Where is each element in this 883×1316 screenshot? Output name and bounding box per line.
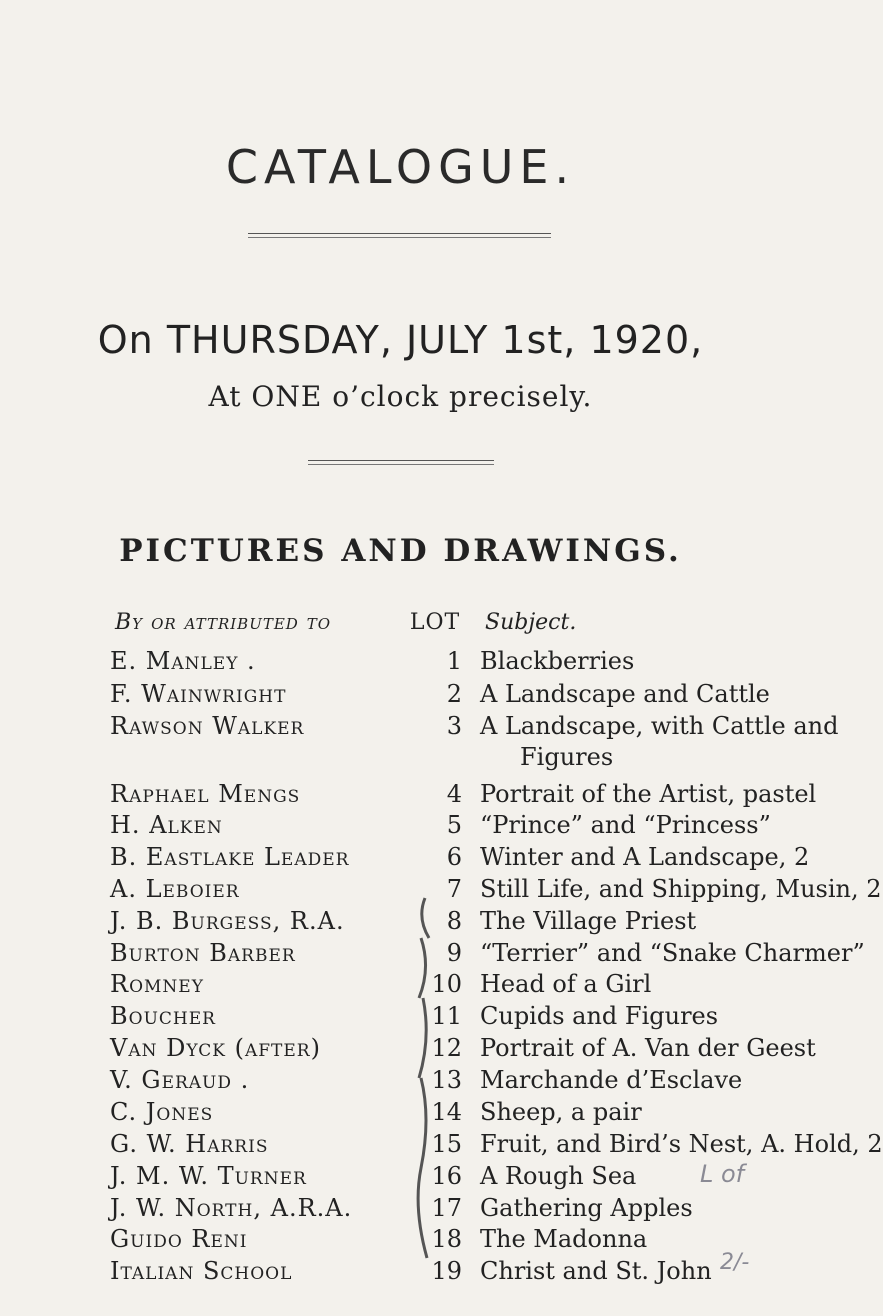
- artist-column-header: By or attributed to: [115, 610, 332, 635]
- lot-artist: J. W. North, A.R.A.: [110, 1194, 353, 1222]
- lot-artist: J. B. Burgess, R.A.: [110, 907, 345, 935]
- lot-artist: Van Dyck (after): [110, 1034, 321, 1062]
- lot-number: 19: [431, 1257, 462, 1285]
- handwritten-note: L of: [700, 1160, 745, 1188]
- lot-artist: J. M. W. Turner: [110, 1162, 307, 1190]
- lot-subject: [480, 711, 838, 773]
- lot-subject: Still Life, and Shipping, Musin, 2: [480, 875, 882, 903]
- lot-subject: Blackberries: [480, 647, 635, 675]
- lot-subject: Portrait of the Artist, pastel: [480, 780, 817, 808]
- lot-artist: F. Wainwright: [110, 680, 287, 708]
- lot-number: 10: [431, 970, 462, 998]
- lot-artist: C. Jones: [110, 1098, 214, 1126]
- subject-column-header: Subject.: [485, 610, 577, 635]
- lot-number: 13: [431, 1066, 462, 1094]
- title-rule: [248, 233, 551, 234]
- lot-number: 12: [431, 1034, 462, 1062]
- lot-subject: A Rough Sea: [480, 1162, 637, 1190]
- lot-column-header: LOT: [409, 610, 461, 635]
- lot-subject: Cupids and Figures: [480, 1002, 719, 1030]
- lot-artist: A. Leboier: [110, 875, 240, 903]
- lot-number: 14: [431, 1098, 462, 1126]
- sale-time: At ONE o’clock precisely.: [208, 380, 593, 413]
- lot-number: 6: [446, 843, 462, 871]
- lot-artist: Italian School: [110, 1257, 293, 1285]
- lot-subject: “Prince” and “Princess”: [480, 811, 771, 839]
- lot-number: 16: [431, 1162, 462, 1190]
- handwritten-pencil-marks: [395, 888, 455, 1308]
- lot-subject-line: A Landscape, with Cattle and: [480, 712, 839, 740]
- date-rule-lower: [308, 464, 494, 465]
- lot-subject: “Terrier” and “Snake Charmer”: [480, 939, 865, 967]
- lot-artist: G. W. Harris: [110, 1130, 269, 1158]
- lot-artist: H. Alken: [110, 811, 223, 839]
- catalogue-title: CATALOGUE.: [225, 140, 576, 194]
- lot-artist: Rawson Walker: [110, 712, 305, 740]
- sale-date: On THURSDAY, JULY 1st, 1920,: [97, 318, 704, 362]
- lot-number: 5: [446, 811, 462, 839]
- lot-number: 15: [431, 1130, 462, 1158]
- lot-number: 17: [431, 1194, 462, 1222]
- lot-number: 3: [446, 712, 462, 740]
- title-rule-lower: [248, 237, 551, 238]
- lot-artist: E. Manley .: [110, 647, 256, 675]
- lot-subject: The Madonna: [480, 1225, 648, 1253]
- lot-subject: A Landscape and Cattle: [480, 680, 770, 708]
- lot-artist: Romney: [110, 970, 204, 998]
- lot-number: 11: [431, 1002, 462, 1030]
- lot-subject: Portrait of A. Van der Geest: [480, 1034, 816, 1062]
- lot-number: 8: [446, 907, 462, 935]
- lot-subject: Gathering Apples: [480, 1194, 693, 1222]
- lot-subject-continuation: Figures: [520, 743, 614, 771]
- lot-subject: Head of a Girl: [480, 970, 652, 998]
- lot-number: 4: [446, 780, 462, 808]
- lot-number: 7: [446, 875, 462, 903]
- date-rule: [308, 460, 494, 461]
- lot-number: 1: [446, 647, 462, 675]
- section-title: PICTURES AND DRAWINGS.: [119, 533, 682, 569]
- lot-subject: Sheep, a pair: [480, 1098, 642, 1126]
- lot-artist: B. Eastlake Leader: [110, 843, 350, 871]
- lot-subject: Christ and St. John: [480, 1257, 712, 1285]
- lot-artist: Boucher: [110, 1002, 216, 1030]
- lot-subject: Fruit, and Bird’s Nest, A. Hold, 2: [480, 1130, 883, 1158]
- lot-subject: The Village Priest: [480, 907, 697, 935]
- handwritten-note: 2/-: [720, 1250, 750, 1275]
- lot-artist: Raphael Mengs: [110, 780, 301, 808]
- lot-number: 18: [431, 1225, 462, 1253]
- lot-number: 2: [446, 680, 462, 708]
- lot-artist: V. Geraud .: [110, 1066, 250, 1094]
- lot-artist: Guido Reni: [110, 1225, 248, 1253]
- lot-artist: Burton Barber: [110, 939, 296, 967]
- lot-subject: Marchande d’Esclave: [480, 1066, 743, 1094]
- lot-subject: Winter and A Landscape, 2: [480, 843, 810, 871]
- lot-number: 9: [446, 939, 462, 967]
